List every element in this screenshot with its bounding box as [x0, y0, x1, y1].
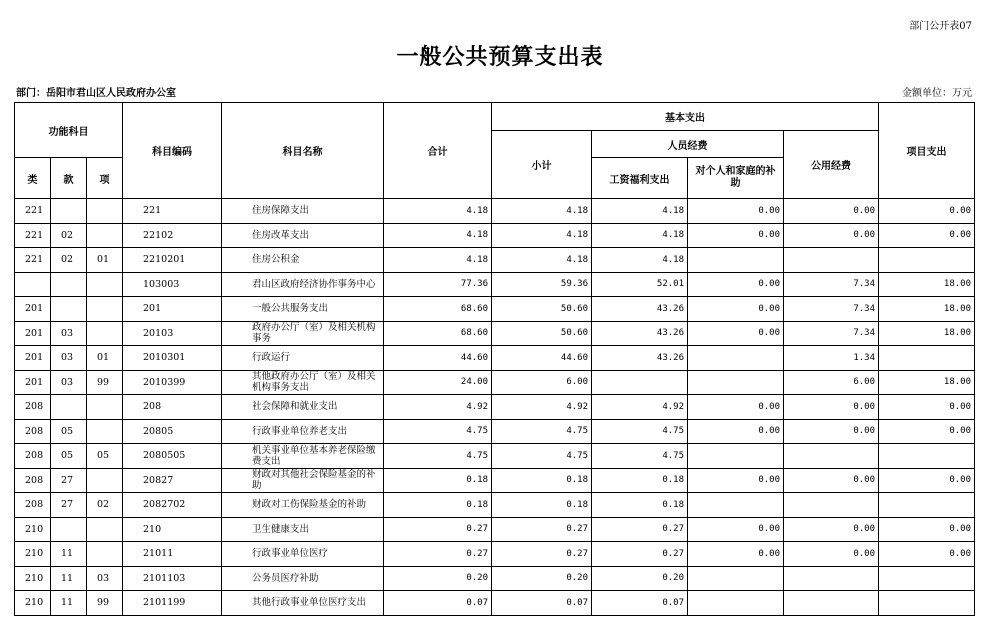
- cell-salary: 4.18: [592, 223, 688, 248]
- page-title: 一般公共预算支出表: [396, 44, 604, 70]
- table-row: [15, 223, 975, 248]
- cell-lei: 221: [15, 223, 51, 248]
- cell-name: 财政对工伤保险基金的补助: [222, 493, 384, 518]
- table-row: [15, 395, 975, 420]
- cell-family: 0.00: [688, 199, 784, 224]
- cell-project: 18.00: [879, 272, 975, 297]
- cell-public: 7.34: [784, 297, 879, 322]
- cell-salary: 4.75: [592, 419, 688, 444]
- cell-family: 0.00: [688, 321, 784, 346]
- cell-lei: 208: [15, 395, 51, 420]
- cell-family: 0.00: [688, 468, 784, 493]
- cell-family: [688, 444, 784, 469]
- cell-project: [879, 346, 975, 371]
- cell-public: [784, 591, 879, 616]
- cell-total: 0.27: [384, 542, 492, 567]
- cell-family: [688, 566, 784, 591]
- cell-salary: 43.26: [592, 346, 688, 371]
- cell-subtotal: 0.18: [492, 468, 592, 493]
- cell-name: 住房保障支出: [222, 199, 384, 224]
- cell-xiang: [87, 542, 123, 567]
- cell-total: 0.18: [384, 468, 492, 493]
- cell-xiang: [87, 223, 123, 248]
- cell-code: 103003: [123, 272, 222, 297]
- cell-lei: 208: [15, 419, 51, 444]
- cell-total: 4.75: [384, 444, 492, 469]
- cell-project: 0.00: [879, 517, 975, 542]
- header-subtotal: 小计: [492, 131, 592, 199]
- cell-kuan: 03: [51, 321, 87, 346]
- cell-family: 0.00: [688, 223, 784, 248]
- cell-kuan: 27: [51, 468, 87, 493]
- cell-kuan: 27: [51, 493, 87, 518]
- cell-name: 卫生健康支出: [222, 517, 384, 542]
- cell-family: 0.00: [688, 297, 784, 322]
- cell-lei: 201: [15, 321, 51, 346]
- cell-lei: 221: [15, 248, 51, 273]
- cell-total: 0.27: [384, 517, 492, 542]
- cell-kuan: 05: [51, 444, 87, 469]
- cell-salary: 0.20: [592, 566, 688, 591]
- cell-family: 0.00: [688, 272, 784, 297]
- cell-subtotal: 0.07: [492, 591, 592, 616]
- unit-label: 金额单位：万元: [902, 88, 972, 99]
- cell-total: 4.75: [384, 419, 492, 444]
- cell-kuan: 02: [51, 248, 87, 273]
- cell-name: 财政对其他社会保险基金的补助: [222, 468, 384, 493]
- table-row: [15, 346, 975, 371]
- cell-kuan: 03: [51, 346, 87, 371]
- cell-subtotal: 6.00: [492, 370, 592, 395]
- cell-xiang: [87, 199, 123, 224]
- cell-code: 2010399: [123, 370, 222, 395]
- cell-xiang: [87, 517, 123, 542]
- cell-kuan: [51, 272, 87, 297]
- cell-salary: 0.18: [592, 468, 688, 493]
- cell-subtotal: 4.18: [492, 248, 592, 273]
- table-row: [15, 199, 975, 224]
- cell-code: 210: [123, 517, 222, 542]
- cell-xiang: [87, 395, 123, 420]
- header-lei: 类: [15, 158, 51, 199]
- cell-code: 2082702: [123, 493, 222, 518]
- cell-project: [879, 591, 975, 616]
- cell-code: 2210201: [123, 248, 222, 273]
- cell-name: 政府办公厅（室）及相关机构事务: [222, 321, 384, 346]
- cell-code: 221: [123, 199, 222, 224]
- table-row: [15, 297, 975, 322]
- cell-total: 44.60: [384, 346, 492, 371]
- cell-public: 0.00: [784, 395, 879, 420]
- header-total: 合计: [384, 103, 492, 199]
- cell-public: [784, 566, 879, 591]
- cell-salary: 0.07: [592, 591, 688, 616]
- cell-project: [879, 493, 975, 518]
- cell-name: 行政事业单位养老支出: [222, 419, 384, 444]
- cell-xiang: [87, 297, 123, 322]
- cell-xiang: 02: [87, 493, 123, 518]
- cell-family: [688, 370, 784, 395]
- cell-project: 18.00: [879, 370, 975, 395]
- header-func: 功能科目: [15, 103, 123, 158]
- cell-subtotal: 4.18: [492, 223, 592, 248]
- table-row: [15, 248, 975, 273]
- cell-lei: 208: [15, 468, 51, 493]
- cell-name: 住房改革支出: [222, 223, 384, 248]
- cell-family: 0.00: [688, 419, 784, 444]
- cell-project: 0.00: [879, 419, 975, 444]
- table-row: [15, 321, 975, 346]
- cell-code: 22102: [123, 223, 222, 248]
- cell-total: 68.60: [384, 321, 492, 346]
- cell-salary: 0.27: [592, 517, 688, 542]
- cell-lei: 201: [15, 346, 51, 371]
- cell-subtotal: 4.75: [492, 444, 592, 469]
- cell-project: 0.00: [879, 223, 975, 248]
- cell-subtotal: 0.18: [492, 493, 592, 518]
- budget-table: [14, 102, 975, 616]
- cell-xiang: 01: [87, 248, 123, 273]
- cell-family: [688, 493, 784, 518]
- cell-kuan: 05: [51, 419, 87, 444]
- cell-code: 2101199: [123, 591, 222, 616]
- cell-lei: 210: [15, 566, 51, 591]
- cell-project: 18.00: [879, 321, 975, 346]
- table-row: [15, 444, 975, 469]
- cell-kuan: 11: [51, 591, 87, 616]
- cell-lei: 210: [15, 591, 51, 616]
- cell-total: 4.92: [384, 395, 492, 420]
- cell-name: 君山区政府经济协作事务中心: [222, 272, 384, 297]
- cell-total: 4.18: [384, 223, 492, 248]
- header-kuan: 款: [51, 158, 87, 199]
- cell-salary: 4.18: [592, 199, 688, 224]
- cell-xiang: 99: [87, 370, 123, 395]
- cell-lei: 201: [15, 370, 51, 395]
- cell-code: 20827: [123, 468, 222, 493]
- table-body: [15, 199, 975, 616]
- cell-salary: 4.92: [592, 395, 688, 420]
- cell-family: 0.00: [688, 542, 784, 567]
- cell-subtotal: 4.75: [492, 419, 592, 444]
- cell-project: 18.00: [879, 297, 975, 322]
- header-salary: 工资福利支出: [592, 158, 688, 199]
- cell-xiang: [87, 272, 123, 297]
- cell-code: 2010301: [123, 346, 222, 371]
- table-row: [15, 517, 975, 542]
- cell-family: [688, 248, 784, 273]
- table-row: [15, 272, 975, 297]
- cell-total: 4.18: [384, 248, 492, 273]
- cell-code: 2101103: [123, 566, 222, 591]
- cell-public: 6.00: [784, 370, 879, 395]
- cell-code: 201: [123, 297, 222, 322]
- cell-total: 0.07: [384, 591, 492, 616]
- form-number: 部门公开表07: [909, 21, 972, 32]
- cell-xiang: 05: [87, 444, 123, 469]
- cell-public: 0.00: [784, 542, 879, 567]
- cell-kuan: [51, 395, 87, 420]
- cell-code: 21011: [123, 542, 222, 567]
- department-label: 部门：岳阳市君山区人民政府办公室: [16, 88, 176, 99]
- cell-salary: 52.01: [592, 272, 688, 297]
- cell-lei: 221: [15, 199, 51, 224]
- cell-total: 4.18: [384, 199, 492, 224]
- header-basic: 基本支出: [492, 103, 879, 131]
- table-row: [15, 542, 975, 567]
- cell-lei: 208: [15, 444, 51, 469]
- header-code: 科目编码: [123, 103, 222, 199]
- cell-subtotal: 44.60: [492, 346, 592, 371]
- cell-name: 住房公积金: [222, 248, 384, 273]
- cell-project: 0.00: [879, 199, 975, 224]
- cell-family: 0.00: [688, 517, 784, 542]
- table-row: [15, 566, 975, 591]
- cell-total: 0.18: [384, 493, 492, 518]
- cell-xiang: 99: [87, 591, 123, 616]
- cell-code: 208: [123, 395, 222, 420]
- cell-name: 社会保障和就业支出: [222, 395, 384, 420]
- cell-kuan: 02: [51, 223, 87, 248]
- cell-public: [784, 493, 879, 518]
- cell-lei: 210: [15, 542, 51, 567]
- cell-total: 68.60: [384, 297, 492, 322]
- cell-lei: 210: [15, 517, 51, 542]
- cell-salary: 43.26: [592, 321, 688, 346]
- cell-subtotal: 4.18: [492, 199, 592, 224]
- cell-total: 77.36: [384, 272, 492, 297]
- cell-name: 其他行政事业单位医疗支出: [222, 591, 384, 616]
- cell-project: [879, 248, 975, 273]
- cell-subtotal: 0.27: [492, 517, 592, 542]
- cell-public: 0.00: [784, 517, 879, 542]
- cell-kuan: 11: [51, 542, 87, 567]
- cell-name: 行政事业单位医疗: [222, 542, 384, 567]
- cell-lei: [15, 272, 51, 297]
- cell-project: [879, 444, 975, 469]
- header-personnel: 人员经费: [592, 131, 784, 158]
- cell-code: 2080505: [123, 444, 222, 469]
- cell-subtotal: 50.60: [492, 321, 592, 346]
- table-row: [15, 591, 975, 616]
- cell-public: 0.00: [784, 223, 879, 248]
- table-row: [15, 419, 975, 444]
- cell-xiang: [87, 321, 123, 346]
- cell-subtotal: 50.60: [492, 297, 592, 322]
- cell-public: 0.00: [784, 419, 879, 444]
- header-family: 对个人和家庭的补助: [688, 158, 784, 199]
- cell-public: 7.34: [784, 272, 879, 297]
- cell-salary: 0.18: [592, 493, 688, 518]
- cell-salary: 43.26: [592, 297, 688, 322]
- cell-public: [784, 444, 879, 469]
- cell-lei: 208: [15, 493, 51, 518]
- cell-salary: 4.18: [592, 248, 688, 273]
- cell-salary: [592, 370, 688, 395]
- cell-kuan: [51, 199, 87, 224]
- table-row: [15, 370, 975, 395]
- cell-project: 0.00: [879, 395, 975, 420]
- cell-public: [784, 248, 879, 273]
- cell-subtotal: 4.92: [492, 395, 592, 420]
- header-project: 项目支出: [879, 103, 975, 199]
- cell-total: 0.20: [384, 566, 492, 591]
- header-name: 科目名称: [222, 103, 384, 199]
- cell-salary: 4.75: [592, 444, 688, 469]
- cell-public: 0.00: [784, 468, 879, 493]
- cell-project: 0.00: [879, 468, 975, 493]
- cell-public: 1.34: [784, 346, 879, 371]
- cell-total: 24.00: [384, 370, 492, 395]
- cell-kuan: 03: [51, 370, 87, 395]
- cell-subtotal: 0.20: [492, 566, 592, 591]
- cell-kuan: [51, 517, 87, 542]
- cell-public: 7.34: [784, 321, 879, 346]
- cell-subtotal: 0.27: [492, 542, 592, 567]
- cell-kuan: 11: [51, 566, 87, 591]
- cell-name: 机关事业单位基本养老保险缴费支出: [222, 444, 384, 469]
- cell-family: [688, 591, 784, 616]
- table-row: [15, 493, 975, 518]
- cell-family: [688, 346, 784, 371]
- header-xiang: 项: [87, 158, 123, 199]
- cell-subtotal: 59.36: [492, 272, 592, 297]
- cell-code: 20805: [123, 419, 222, 444]
- cell-public: 0.00: [784, 199, 879, 224]
- cell-name: 行政运行: [222, 346, 384, 371]
- cell-name: 公务员医疗补助: [222, 566, 384, 591]
- cell-name: 一般公共服务支出: [222, 297, 384, 322]
- cell-xiang: [87, 419, 123, 444]
- cell-family: 0.00: [688, 395, 784, 420]
- header-public: 公用经费: [784, 131, 879, 199]
- cell-xiang: 01: [87, 346, 123, 371]
- cell-name: 其他政府办公厅（室）及相关机构事务支出: [222, 370, 384, 395]
- cell-kuan: [51, 297, 87, 322]
- cell-lei: 201: [15, 297, 51, 322]
- table-row: [15, 468, 975, 493]
- cell-salary: 0.27: [592, 542, 688, 567]
- cell-code: 20103: [123, 321, 222, 346]
- cell-project: [879, 566, 975, 591]
- cell-xiang: 03: [87, 566, 123, 591]
- cell-project: 0.00: [879, 542, 975, 567]
- cell-xiang: [87, 468, 123, 493]
